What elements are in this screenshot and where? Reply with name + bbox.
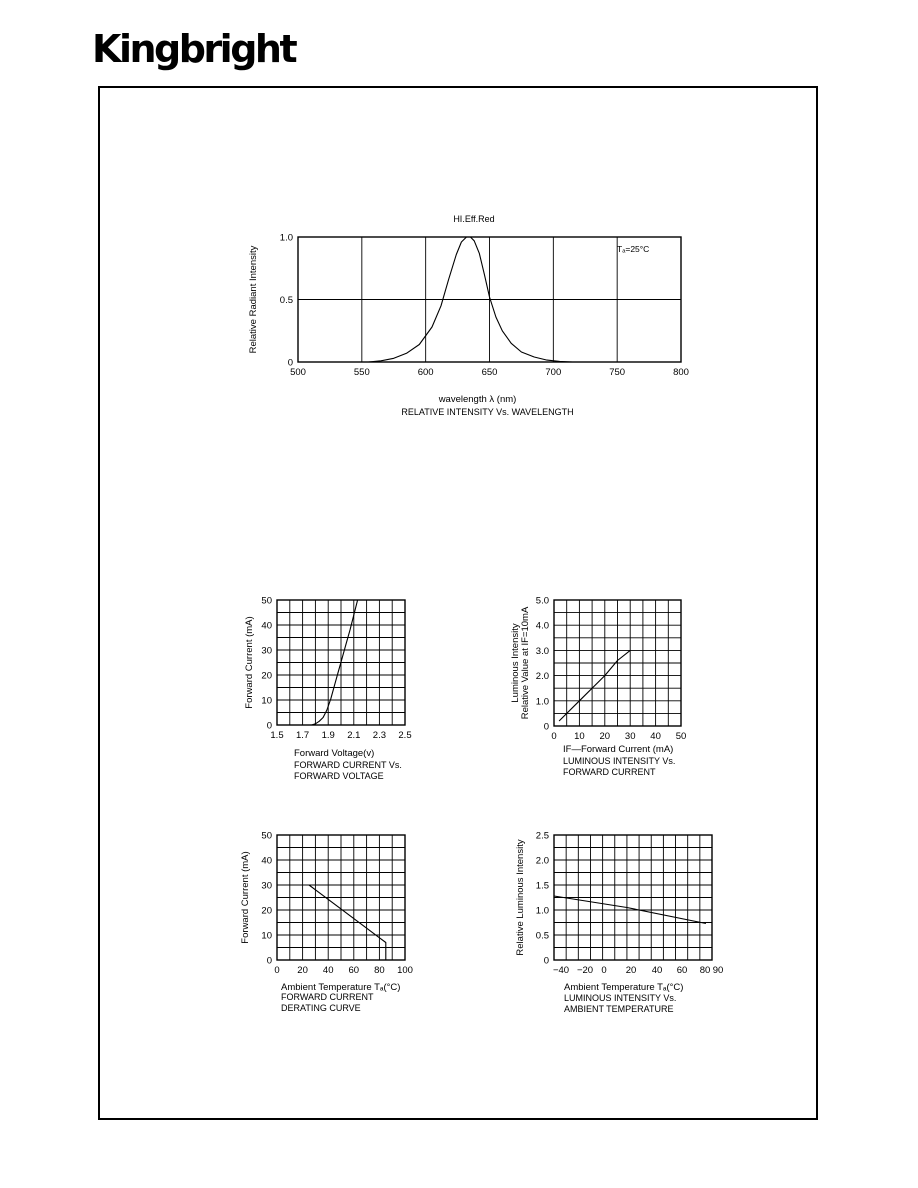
chart-derating	[240, 831, 413, 1014]
y-tick-label: 1.0	[535, 905, 549, 917]
y-tick-label: 1.0	[279, 232, 293, 244]
x-tick-label: 600	[417, 367, 434, 378]
x-tick-label: 10	[574, 731, 585, 742]
x-tick-label: 2.3	[372, 730, 387, 741]
chart-spectrum	[248, 214, 689, 417]
chart-annotation: Tₐ=25°C	[617, 244, 650, 254]
y-tick-label: 1.0	[535, 696, 549, 708]
chart-lum_vs_temp	[515, 831, 723, 1015]
y-tick-label: 0	[266, 955, 272, 967]
x-axis-label: Forward Voltage(v)	[294, 748, 375, 759]
chart-lum_vs_if	[510, 596, 686, 778]
y-axis-label: Relative Value at IF=10mA	[520, 606, 531, 720]
y-tick-label: 50	[261, 595, 272, 607]
chart-caption: FORWARD CURRENT Vs.	[294, 760, 402, 770]
x-tick-label: 800	[673, 367, 689, 378]
chart-caption: FORWARD VOLTAGE	[294, 771, 384, 781]
x-tick-label: 100	[397, 965, 413, 976]
x-tick-label: 50	[675, 731, 687, 742]
y-axis-label: Forward Current (mA)	[240, 851, 251, 944]
x-tick-label: 20	[599, 731, 611, 742]
y-tick-label: 20	[261, 670, 272, 682]
x-tick-label: 1.7	[295, 730, 310, 741]
y-tick-label: 40	[261, 855, 272, 867]
series-line	[559, 650, 630, 721]
x-tick-label: 0	[274, 965, 280, 976]
y-tick-label: 40	[261, 620, 272, 632]
chart-caption: FORWARD CURRENT	[563, 767, 656, 777]
y-tick-label: 30	[261, 880, 272, 892]
y-tick-label: 3.0	[535, 645, 549, 657]
y-tick-label: 0	[287, 357, 293, 369]
y-axis-label: Forward Current (mA)	[244, 616, 255, 709]
chart-caption: AMBIENT TEMPERATURE	[564, 1004, 674, 1014]
x-tick-label: 2.5	[398, 730, 412, 741]
y-tick-label: 10	[261, 930, 272, 942]
x-tick-label: 30	[624, 731, 636, 742]
x-tick-label: 60	[348, 965, 360, 976]
x-tick-label: 550	[353, 367, 370, 378]
y-axis-label: Relative Radiant Intensity	[248, 245, 259, 354]
x-axis-label: Ambient Temperature Tₐ(°C)	[564, 982, 684, 993]
x-tick-label: 1.9	[321, 730, 335, 741]
y-tick-label: 2.5	[535, 830, 549, 842]
y-tick-label: 30	[261, 645, 272, 657]
x-tick-label: 40	[650, 731, 661, 742]
y-tick-label: 0	[543, 721, 549, 733]
y-tick-label: 10	[261, 695, 272, 707]
x-axis-label: Ambient Temperature Tₐ(°C)	[281, 982, 401, 993]
x-tick-label: 90	[712, 965, 724, 976]
chart-caption: LUMINOUS INTENSITY Vs.	[563, 756, 676, 766]
y-tick-label: 4.0	[535, 620, 549, 632]
chart-caption: LUMINOUS INTENSITY Vs.	[564, 993, 677, 1003]
y-tick-label: 0.5	[279, 295, 293, 306]
x-tick-label: −40	[552, 965, 570, 976]
x-tick-label: 40	[322, 965, 334, 976]
x-tick-label: 40	[651, 965, 663, 976]
y-tick-label: 0.5	[535, 930, 549, 942]
x-tick-label: −20	[576, 965, 594, 976]
y-tick-label: 2.0	[535, 671, 549, 683]
y-tick-label: 0	[543, 955, 549, 967]
x-tick-label: 20	[625, 965, 637, 976]
y-axis-label: Relative Luminous Intensity	[515, 839, 526, 956]
chart-caption: DERATING CURVE	[281, 1003, 361, 1013]
x-tick-label: 650	[481, 367, 498, 378]
x-tick-label: 80	[374, 965, 385, 976]
y-tick-label: 5.0	[535, 595, 549, 607]
y-tick-label: 2.0	[535, 855, 549, 867]
chart-caption: FORWARD CURRENT	[281, 992, 374, 1002]
chart-title: HI.Eff.Red	[453, 214, 495, 224]
chart-iv	[244, 596, 412, 782]
y-tick-label: 50	[261, 830, 272, 842]
x-axis-label: wavelength λ (nm)	[438, 394, 517, 405]
x-tick-label: 2.1	[347, 730, 361, 741]
x-tick-label: 0	[601, 965, 607, 976]
x-tick-label: 60	[676, 965, 688, 976]
x-tick-label: 20	[297, 965, 308, 976]
brand-logo: Kingbright	[92, 27, 296, 71]
y-axis-label: Luminous Intensity	[510, 623, 521, 703]
y-tick-label: 20	[261, 905, 272, 917]
x-tick-label: 700	[545, 367, 562, 378]
chart-caption: RELATIVE INTENSITY Vs. WAVELENGTH	[401, 407, 574, 417]
x-tick-label: 1.5	[270, 730, 284, 741]
x-tick-label: 80	[699, 965, 711, 976]
y-tick-label: 1.5	[535, 880, 549, 892]
x-axis-label: IF—Forward Current (mA)	[563, 744, 674, 755]
x-tick-label: 750	[609, 367, 626, 378]
y-tick-label: 0	[266, 720, 272, 732]
x-tick-label: 500	[290, 367, 306, 378]
x-tick-label: 0	[551, 731, 557, 742]
